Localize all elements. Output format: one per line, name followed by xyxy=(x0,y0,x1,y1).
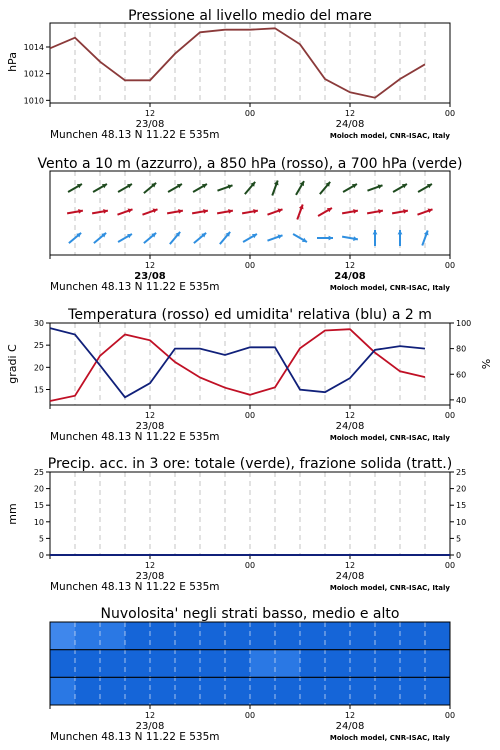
x-tick-label: 12 xyxy=(144,109,156,118)
date-label: 23/08 xyxy=(135,721,165,732)
wind-arrow-10m xyxy=(170,232,180,244)
pressure-panel xyxy=(6,8,455,141)
y-tick-label: 15 xyxy=(33,501,44,511)
y-tick-label: 10 xyxy=(33,517,44,527)
wind-arrow-10m xyxy=(373,230,378,246)
cloud-cell xyxy=(350,622,376,650)
cloud-title: Nuvolosita' negli strati basso, medio e alto xyxy=(100,606,400,622)
date-label: 23/08 xyxy=(135,119,165,130)
x-tick-label: 12 xyxy=(144,261,156,270)
humidity-line xyxy=(50,328,425,397)
cloud-cell xyxy=(150,650,176,678)
pressure-plot-area xyxy=(24,23,455,141)
cloud-cell xyxy=(50,650,76,678)
cloud-cell xyxy=(100,650,126,678)
cloud-cell xyxy=(325,677,351,705)
cloud-cell xyxy=(300,650,326,678)
y-tick-label: 20 xyxy=(33,363,44,373)
cloud-cell xyxy=(425,622,451,650)
cloud-cell xyxy=(250,650,276,678)
pressure-line xyxy=(50,28,425,97)
wind-arrow-10m xyxy=(220,232,230,244)
y2-tick-label: 40 xyxy=(456,395,467,405)
date-label: 24/08 xyxy=(335,571,365,582)
cloud-cell xyxy=(175,650,201,678)
precip-plot-area xyxy=(34,468,466,593)
wind-plot-area xyxy=(50,171,455,293)
x-tick-label: 12 xyxy=(344,711,356,720)
location-label: Munchen 48.13 N 11.22 E 535m xyxy=(50,431,220,443)
y-tick-label: 1010 xyxy=(23,96,44,106)
x-tick-label: 12 xyxy=(144,711,156,720)
humidity-ylabel: % xyxy=(480,358,493,370)
y-tick-label: 20 xyxy=(33,484,44,494)
cloud-cell xyxy=(400,677,426,705)
cloud-cell xyxy=(200,650,226,678)
cloud-cell xyxy=(75,650,101,678)
cloud-cell xyxy=(225,650,251,678)
location-label: Munchen 48.13 N 11.22 E 535m xyxy=(50,129,220,141)
x-tick-label: 00 xyxy=(444,411,456,420)
pressure-title: Pressione al livello medio del mare xyxy=(128,8,372,24)
cloud-cell xyxy=(75,677,101,705)
x-tick-label: 12 xyxy=(144,561,156,570)
y-tick-label: 25 xyxy=(33,341,44,351)
x-tick-label: 12 xyxy=(344,561,356,570)
cloud-cell xyxy=(100,622,126,650)
cloud-cell xyxy=(125,650,151,678)
location-label: Munchen 48.13 N 11.22 E 535m xyxy=(50,281,220,293)
date-label: 24/08 xyxy=(335,721,365,732)
y-tick-label: 30 xyxy=(33,319,44,328)
y2-tick-label: 20 xyxy=(456,484,467,494)
credit-label: Moloch model, CNR-ISAC, Italy xyxy=(329,132,450,140)
cloud-cell xyxy=(225,622,251,650)
cloud-cell xyxy=(275,650,301,678)
temperature-ylabel: gradi C xyxy=(6,344,19,384)
cloud-cell xyxy=(425,650,451,678)
cloud-cell xyxy=(50,677,76,705)
cloud-cell xyxy=(275,677,301,705)
cloud-cell xyxy=(50,622,76,650)
cloud-cell xyxy=(125,677,151,705)
x-tick-label: 00 xyxy=(244,561,256,570)
y2-tick-label: 80 xyxy=(456,344,467,354)
cloud-cell xyxy=(175,677,201,705)
wind-arrow-10m xyxy=(398,230,403,246)
cloud-cell xyxy=(425,677,451,705)
x-tick-label: 00 xyxy=(244,109,256,118)
cloud-cell xyxy=(350,650,376,678)
cloud-cell xyxy=(100,677,126,705)
cloud-plot-area xyxy=(50,622,455,743)
x-tick-label: 00 xyxy=(244,261,256,270)
date-label: 24/08 xyxy=(335,421,365,432)
wind-panel xyxy=(37,156,462,293)
credit-label: Moloch model, CNR-ISAC, Italy xyxy=(329,434,450,442)
y-tick-label: 1012 xyxy=(23,69,44,79)
x-tick-label: 00 xyxy=(444,561,456,570)
x-tick-label: 00 xyxy=(444,711,456,720)
cloud-cell xyxy=(300,622,326,650)
x-tick-label: 00 xyxy=(444,261,456,270)
cloud-cell xyxy=(325,622,351,650)
precip-title: Precip. acc. in 3 ore: totale (verde), frazione solida (tratt.) xyxy=(47,456,453,472)
y-tick-label: 5 xyxy=(38,534,44,544)
wind-arrow-head xyxy=(398,230,403,234)
cloud-cell xyxy=(350,677,376,705)
y2-tick-label: 0 xyxy=(456,551,462,560)
wind-title: Vento a 10 m (azzurro), a 850 hPa (rosso), a 700 hPa (verde) xyxy=(37,156,463,172)
cloud-cell xyxy=(375,650,401,678)
cloud-cell xyxy=(200,622,226,650)
cloud-cell xyxy=(150,622,176,650)
temperature-plot-area xyxy=(34,319,471,443)
cloud-cell xyxy=(225,677,251,705)
cloud-cell xyxy=(300,677,326,705)
y-tick-label: 0 xyxy=(38,551,44,560)
y2-tick-label: 60 xyxy=(456,370,467,380)
cloud-cell xyxy=(250,622,276,650)
location-label: Munchen 48.13 N 11.22 E 535m xyxy=(50,581,220,593)
temperature-title: Temperatura (rosso) ed umidita' relativa (blu) a 2 m xyxy=(68,307,432,323)
cloud-cell xyxy=(400,650,426,678)
location-label: Munchen 48.13 N 11.22 E 535m xyxy=(50,731,220,743)
date-label: 23/08 xyxy=(135,421,165,432)
wind-arrow-head xyxy=(329,236,333,241)
cloud-cell xyxy=(325,650,351,678)
x-tick-label: 00 xyxy=(444,109,456,118)
cloud-cell xyxy=(150,677,176,705)
x-tick-label: 00 xyxy=(244,411,256,420)
credit-label: Moloch model, CNR-ISAC, Italy xyxy=(329,284,450,292)
cloud-cell xyxy=(400,622,426,650)
date-label: 24/08 xyxy=(334,271,366,282)
y2-tick-label: 10 xyxy=(456,517,467,527)
x-tick-label: 12 xyxy=(344,411,356,420)
credit-label: Moloch model, CNR-ISAC, Italy xyxy=(329,584,450,592)
cloud-cell xyxy=(175,622,201,650)
x-tick-label: 00 xyxy=(244,711,256,720)
y2-tick-label: 15 xyxy=(456,501,467,511)
y2-tick-label: 25 xyxy=(456,468,467,477)
temperature-line xyxy=(50,329,425,401)
precip-panel xyxy=(6,456,466,593)
x-tick-label: 12 xyxy=(344,261,356,270)
y-tick-label: 25 xyxy=(33,468,44,477)
x-tick-label: 12 xyxy=(344,109,356,118)
y2-tick-label: 100 xyxy=(456,319,472,328)
y-tick-label: 15 xyxy=(33,385,44,395)
date-label: 23/08 xyxy=(135,571,165,582)
x-tick-label: 12 xyxy=(144,411,156,420)
precip-ylabel: mm xyxy=(6,503,19,525)
date-label: 23/08 xyxy=(134,271,166,282)
cloud-cell xyxy=(125,622,151,650)
y-tick-label: 1014 xyxy=(23,43,44,52)
cloud-cell xyxy=(250,677,276,705)
temperature-panel xyxy=(6,307,493,443)
cloud-panel xyxy=(50,606,455,743)
date-label: 24/08 xyxy=(335,119,365,130)
credit-label: Moloch model, CNR-ISAC, Italy xyxy=(329,734,450,742)
cloud-cell xyxy=(375,677,401,705)
wind-arrow-head xyxy=(373,230,378,234)
cloud-cell xyxy=(200,677,226,705)
pressure-ylabel: hPa xyxy=(6,52,19,72)
cloud-cell xyxy=(75,622,101,650)
cloud-cell xyxy=(375,622,401,650)
cloud-cell xyxy=(275,622,301,650)
y2-tick-label: 5 xyxy=(456,534,462,544)
